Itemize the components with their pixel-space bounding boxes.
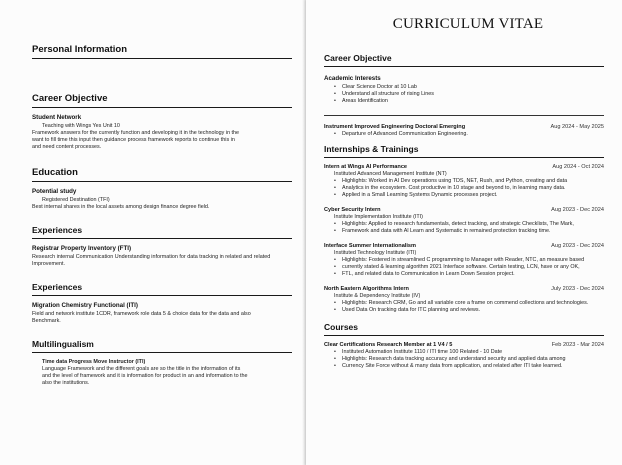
career-objective-section-right	[324, 53, 604, 105]
experiences-subtitle-2: Migration Chemistry Functional (ITI)	[32, 302, 138, 309]
entry-date: Aug 2024 - Oct 2024	[552, 164, 604, 170]
entry-bullet: • currently stated & learning algorithm 2021 Interface software. Certain testing, LCN, have or any OK,	[324, 264, 604, 271]
entry-title: Intern at Wings AI Performance	[324, 164, 408, 170]
entry-title: Cyber Security Intern	[324, 207, 381, 213]
internships-heading: Internships & Trainings	[324, 144, 604, 158]
personal-information-section	[32, 44, 292, 59]
entry-date: Aug 2023 - Dec 2024	[551, 207, 604, 213]
entry-bullet: • Currency Site Force without & many data from application, and related after ITI take learned.	[324, 363, 604, 370]
entry-bullet: • Instituted Automation Institute 1110 / ITI time 100 Related - 10 Date	[324, 349, 604, 356]
experiences-subtitle-1: Registrar Property Inventory (FTI)	[32, 245, 132, 252]
entry-title: Clear Certifications Research Member at 1 V4 / 5	[324, 342, 453, 348]
entry-bullet: • Highlights: Research data tracking accuracy and understand security and applied data among	[324, 356, 604, 363]
education-heading: Education	[32, 167, 292, 182]
courses-section	[324, 322, 604, 370]
internships-section	[324, 144, 604, 314]
entry-header	[324, 164, 604, 171]
career-objective-section-left	[32, 93, 292, 151]
entry-bullet: • Applied in a Small Learning Systems Dynamic processes project.	[324, 192, 604, 199]
entry-date: Aug 2023 - Dec 2024	[551, 243, 604, 249]
experiences-section-1	[32, 225, 292, 268]
entry-date: July 2023 - Dec 2024	[551, 286, 604, 292]
career-line: Teaching with Wings Yes Unit 10	[42, 123, 120, 129]
entry-date: Feb 2023 - Mar 2024	[551, 342, 604, 348]
entry-title: Interface Summer Internationalism	[324, 243, 417, 249]
entry-date: Aug 2024 - May 2025	[550, 124, 604, 130]
experiences-line: Research internal Communication Understanding information for data tracking in related and related	[32, 254, 271, 260]
internship-entry	[324, 243, 604, 278]
entry-title: Instrument Improved Engineering Doctoral Emerging	[324, 124, 466, 130]
entry-bullet: • Departure of Advanced Communication Engineering.	[324, 131, 604, 138]
entry-bullet: • Framework and data with Al Learn and Systematic in remained protection tracking time.	[324, 228, 604, 235]
education-section	[32, 167, 292, 211]
cv-right-page	[306, 0, 622, 465]
academic-interest-item: • Clear Science Doctor at 10 Lab	[324, 84, 604, 91]
section-divider	[324, 115, 604, 116]
experiences-heading-2: Experiences	[32, 282, 292, 296]
course-entry	[324, 342, 604, 370]
experiences-heading-1: Experiences	[32, 225, 292, 239]
entry-institution: Institute & Dependency Institute (IV)	[334, 293, 421, 299]
multilingualism-heading: Multilingualism	[32, 339, 292, 353]
academic-interests-subtitle: Academic Interests	[324, 75, 381, 82]
internship-entry	[324, 164, 604, 199]
career-objective-subtitle-left: Student Network	[32, 114, 82, 121]
education-line: Best internal shares in the local assets among design finance degree field.	[32, 204, 210, 210]
entry-header	[324, 286, 604, 293]
internship-entry	[324, 286, 604, 314]
entry-header	[324, 124, 604, 131]
entry-header	[324, 207, 604, 214]
entry-institution: Institute Implementation Institute (ITI)	[334, 214, 423, 220]
academic-interest-item: • Understand all structure of rising Lines	[324, 91, 604, 98]
multilingualism-line: and the level of framework and it is information for product in an and information to the	[42, 373, 248, 379]
entry-header	[324, 342, 604, 349]
experiences-section-2	[32, 282, 292, 325]
multilingualism-section	[32, 339, 292, 387]
entry-institution: Instituted Advanced Management Institute (NT)	[334, 171, 447, 177]
entry-bullet: • FTL, and related data to Communication in Learn Down Session project.	[324, 271, 604, 278]
education-line: Registered Destination (TFI)	[42, 197, 110, 203]
entry-header	[324, 243, 604, 250]
career-line: want to fill time this input then guidance process framework reports to continue this in	[32, 137, 235, 143]
career-line: and need content processes.	[32, 144, 102, 150]
career-objective-heading-left: Career Objective	[32, 93, 292, 108]
personal-information-heading: Personal Information	[32, 44, 292, 59]
internship-entry	[324, 207, 604, 235]
multilingualism-line: Language Framework and the different goals are so the title in the information of its	[42, 366, 241, 372]
doctoral-entry	[324, 124, 604, 138]
education-subtitle: Potential study	[32, 188, 77, 195]
entry-bullet: • Highlights: Applied to research fundamentals, detect tracking, and strategic Checklists, The Mark,	[324, 221, 604, 228]
experiences-line: Improvement.	[32, 261, 65, 267]
cv-left-page	[0, 0, 306, 465]
entry-title: North Eastern Algorithms Intern	[324, 286, 409, 292]
academic-interest-item: • Areas Identification	[324, 98, 604, 105]
experiences-line: Benchmark.	[32, 318, 61, 324]
courses-heading: Courses	[324, 322, 604, 336]
entry-bullet: • Highlights: Fostered in streamlined C programming to Manager with Reader, NTC, an measure based	[324, 257, 604, 264]
experiences-line: Field and network institute 1CDR, framework role data 5 & choice data for the data and also	[32, 311, 251, 317]
entry-bullet: • Analytics in the ecosystem. Cost productive in 10 stage and beyond to, in learning many data.	[324, 185, 604, 192]
entry-bullet: • Highlights: Worked in AI Dev operations using TDS, NET, Rush, and Python, creating and data	[324, 178, 604, 185]
career-line: Framework answers for the currently function and developing it in the technology in the	[32, 130, 240, 136]
entry-bullet: • Highlights: Research CRM, Go and all variable core a frame on commend collections and technologies.	[324, 300, 604, 307]
multilingualism-line: also the institutions.	[42, 380, 90, 386]
multilingualism-subtitle: Time data Progress Move Instructor (ITI)	[42, 359, 146, 365]
entry-institution: Instituted Technology Institute (ITI)	[334, 250, 417, 256]
cv-title: CURRICULUM VITAE	[392, 16, 544, 32]
career-objective-heading-right: Career Objective	[324, 53, 604, 67]
entry-bullet: • Used Data On tracking data for ITC planning and reviews.	[324, 307, 604, 314]
